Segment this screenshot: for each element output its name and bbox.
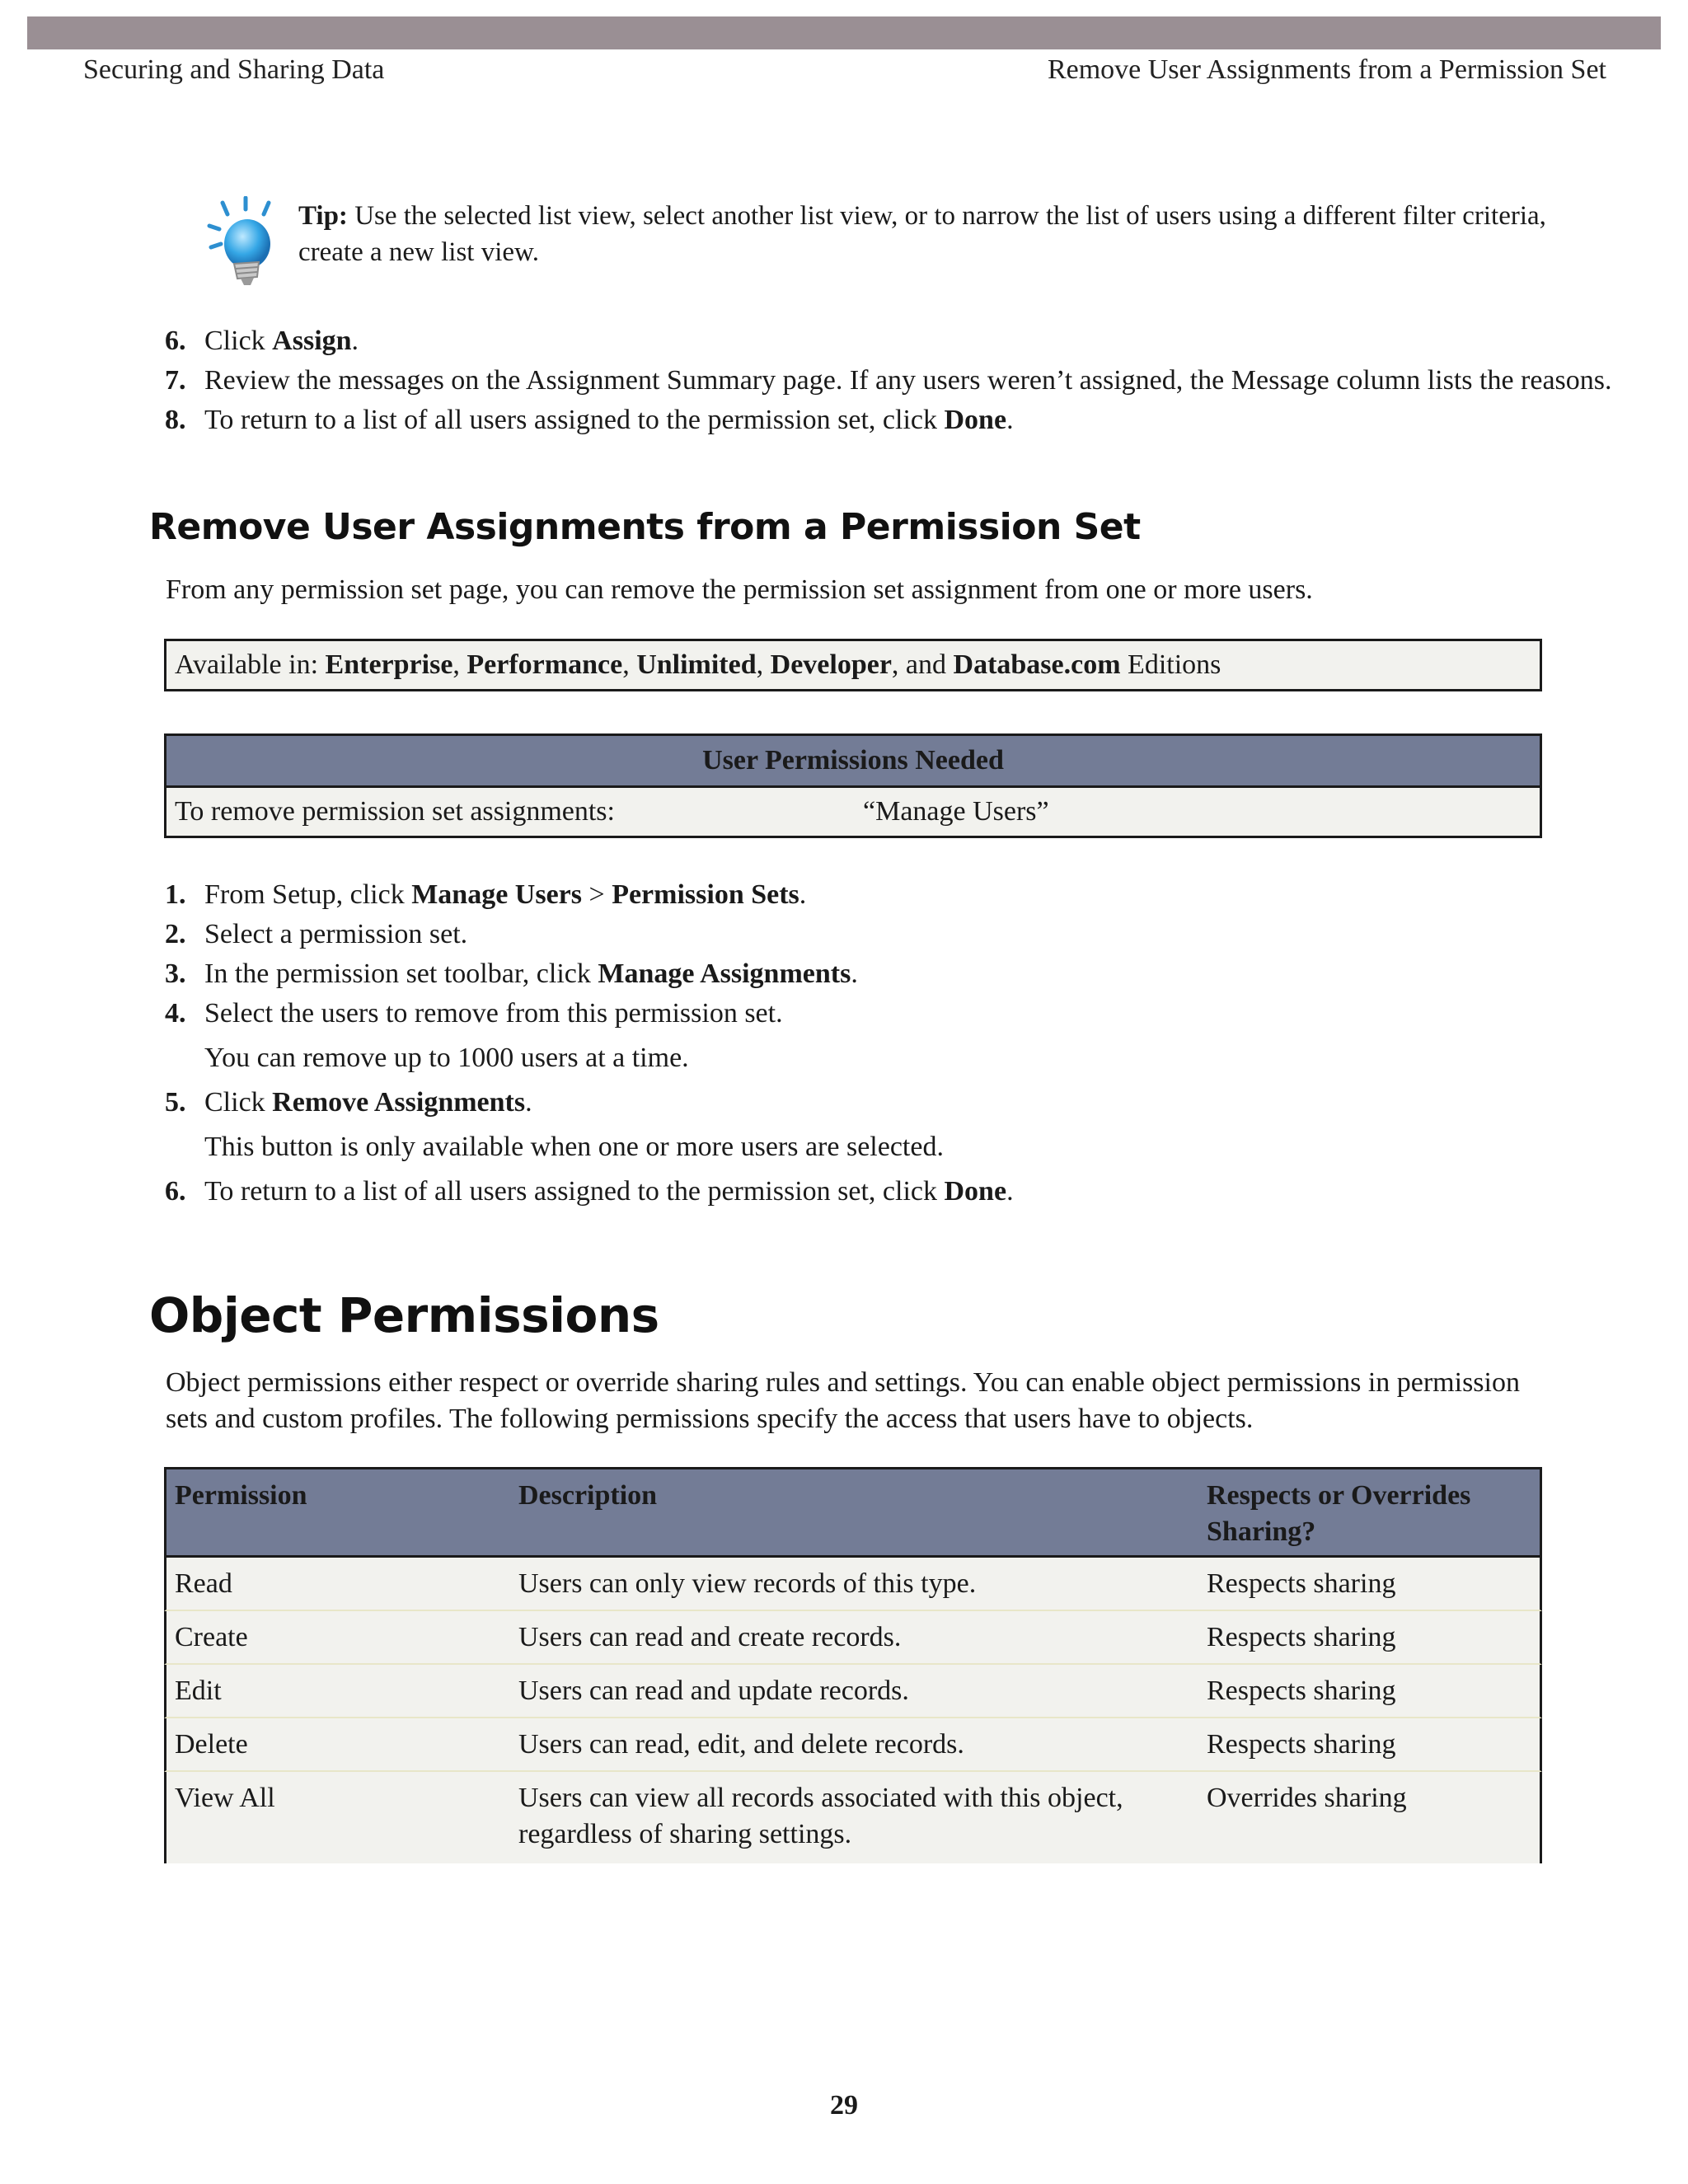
table-header [164,1467,1542,1558]
tip-body: Use the selected list view, select another list view, or to narrow the list of users using a different filter criteria, create a new list view. [298,201,1546,267]
section-intro: From any permission set page, you can remove the permission set assignment from one or more users. [166,574,1313,605]
section-title-remove-assignments: Remove User Assignments from a Permission Set [149,506,1141,548]
column-header: Respects or Overrides Sharing? [1207,1480,1471,1547]
object-permissions-intro: Object permissions either respect or override sharing rules and settings. You can enable object permissions in permission sets and custom profiles. The following permissions specify the access that users have to objects. [166,1367,1520,1434]
availability-box: Available in: Enterprise, Performance, Unlimited, Developer, and Database.com Editions [164,639,1542,691]
tip-text [298,198,1551,270]
table-row: Delete Users can read, edit, and delete records. Respects sharing [164,1718,1542,1772]
header-bar [27,16,1661,49]
list-item: 8. To return to a list of all users assigned to the permission set, click Done. [165,405,1014,435]
table-row: Read Users can only view records of this type. Respects sharing [164,1558,1542,1611]
list-item: 4. Select the users to remove from this permission set. You can remove up to 1000 users at a time. [165,998,783,1073]
running-header-left: Securing and Sharing Data [83,54,385,85]
permissions-heading: User Permissions Needed [166,736,1540,788]
tip-label: Tip: [298,201,348,231]
list-item: 7. Review the messages on the Assignment Summary page. If any users weren’t assigned, the Message column lists the reasons. [165,365,1612,396]
table-row [166,788,1540,836]
list-item: 5. Click Remove Assignments. This button is only available when one or more users are selected. [165,1087,944,1162]
page-number: 29 [830,2090,858,2121]
running-header-right: Remove User Assignments from a Permission Set [1047,54,1606,85]
list-item: 6. Click Assign. [165,326,359,356]
table-row: Edit Users can read and update records. Respects sharing [164,1665,1542,1718]
permission-task: To remove permission set assignments: [175,796,615,827]
table-row: Create Users can read and create records. Respects sharing [164,1611,1542,1665]
section-title-object-permissions: Object Permissions [149,1287,659,1343]
object-permissions-table [164,1467,1542,1863]
list-item: 2. Select a permission set. [165,919,468,949]
permission-value: “Manage Users” [863,796,1049,827]
column-header: Description [518,1480,658,1511]
steps-top [165,321,1612,440]
lightbulb-icon [204,196,287,295]
list-item: 3. In the permission set toolbar, click Manage Assignments. [165,958,858,989]
list-item: 1. From Setup, click Manage Users > Permission Sets. [165,879,807,910]
column-header: Permission [175,1480,307,1511]
table-row: View All Users can view all records associated with this object, regardless of sharing settings. Overrides sharing [164,1772,1542,1863]
steps-remove [165,875,1014,1212]
list-item: 6. To return to a list of all users assigned to the permission set, click Done. [165,1176,1014,1207]
permissions-needed-table [164,733,1542,838]
